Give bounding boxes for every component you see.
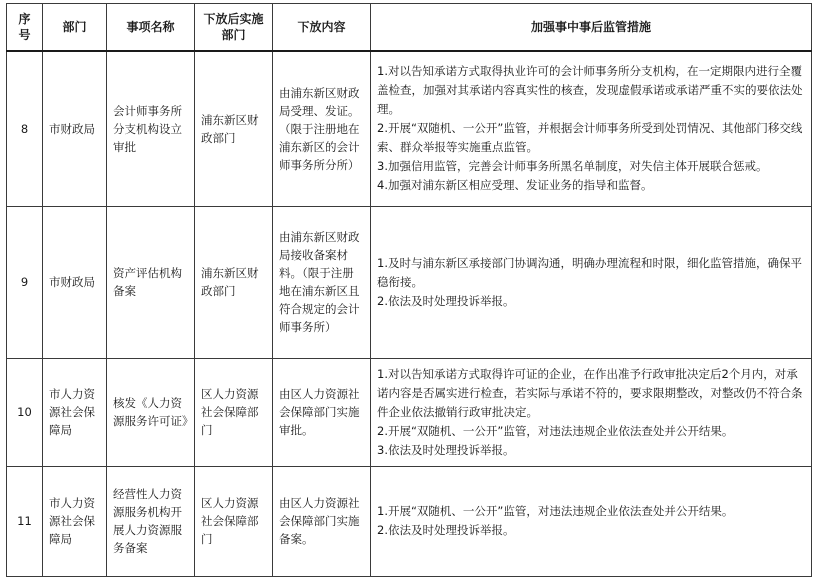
cell-measures: [371, 206, 812, 358]
cell-item: 资产评估机构备案: [107, 206, 195, 358]
header-content: 下放内容: [273, 4, 371, 52]
cell-dept: 市财政局: [43, 51, 107, 206]
header-measures: 加强事中事后监管措施: [371, 4, 812, 52]
header-row: [7, 4, 812, 52]
cell-content: 由浦东新区财政局受理、发证。（限于注册地在浦东新区的会计师事务所分所）: [273, 51, 371, 206]
measure-line: 1.开展“双随机、一公开”监管，对违法违规企业依法查处并公开结果。: [377, 504, 734, 518]
cell-content: 由浦东新区财政局接收备案材料。（限于注册地在浦东新区且符合规定的会计师事务所）: [273, 206, 371, 358]
measure-line: 2.开展“双随机、一公开”监管，并根据会计师事务所受到处罚情况、其他部门移交线索、群众举报等实施重点监管。: [377, 121, 803, 155]
measure-line: 1.对以告知承诺方式取得执业许可的会计师事务所分支机构，在一定期限内进行全覆盖检查，加强对其承诺内容真实性的核查，发现虚假承诺或承诺严重不实的要依法处理。: [377, 64, 803, 117]
table-row: [7, 358, 812, 466]
cell-content: 由区人力资源社会保障部门实施备案。: [273, 466, 371, 576]
cell-measures: [371, 466, 812, 576]
cell-dept: 市人力资源社会保障局: [43, 466, 107, 576]
cell-unit: 浦东新区财政部门: [195, 206, 273, 358]
cell-content: 由区人力资源社会保障部门实施审批。: [273, 358, 371, 466]
measure-line: 1.对以告知承诺方式取得许可证的企业，在作出准予行政审批决定后2个月内，对承诺内容是否属实进行检查，若实际与承诺不符的，要求限期整改，对整改仍不符合条件企业依法撤销行政审批决定。: [377, 366, 803, 419]
regulation-table: [6, 3, 812, 577]
measure-line: 3.依法及时处理投诉举报。: [377, 442, 515, 457]
header-item: 事项名称: [107, 4, 195, 52]
cell-dept: 市财政局: [43, 206, 107, 358]
cell-measures: [371, 358, 812, 466]
header-no: 序号: [7, 4, 43, 52]
cell-unit: 区人力资源社会保障部门: [195, 358, 273, 466]
measure-line: 2.依法及时处理投诉举报。: [377, 293, 515, 308]
cell-dept: 市人力资源社会保障局: [43, 358, 107, 466]
table-body: [7, 51, 812, 576]
measure-line: 4.加强对浦东新区相应受理、发证业务的指导和监督。: [377, 178, 653, 193]
header-unit: 下放后实施部门: [195, 4, 273, 52]
cell-no: 10: [7, 358, 43, 466]
cell-unit: 浦东新区财政部门: [195, 51, 273, 206]
cell-no: 8: [7, 51, 43, 206]
cell-item: 会计师事务所分支机构设立审批: [107, 51, 195, 206]
table-row: [7, 466, 812, 576]
measure-line: 3.加强信用监管，完善会计师事务所黑名单制度，对失信主体开展联合惩戒。: [377, 159, 768, 174]
measure-line: 2.开展“双随机、一公开”监管，对违法违规企业依法查处并公开结果。: [377, 423, 734, 438]
cell-measures: [371, 51, 812, 206]
table-row: [7, 51, 812, 206]
header-dept: 部门: [43, 4, 107, 52]
cell-unit: 区人力资源社会保障部门: [195, 466, 273, 576]
table-row: [7, 206, 812, 358]
measure-line: 2.依法及时处理投诉举报。: [377, 523, 515, 537]
measure-line: 1.及时与浦东新区承接部门协调沟通，明确办理流程和时限，细化监管措施，确保平稳衔接。: [377, 255, 802, 289]
table-header: [7, 4, 812, 52]
cell-no: 11: [7, 466, 43, 576]
cell-item: 经营性人力资源服务机构开展人力资源服务备案: [107, 466, 195, 576]
cell-no: 9: [7, 206, 43, 358]
cell-item: 核发《人力资源服务许可证》: [107, 358, 195, 466]
